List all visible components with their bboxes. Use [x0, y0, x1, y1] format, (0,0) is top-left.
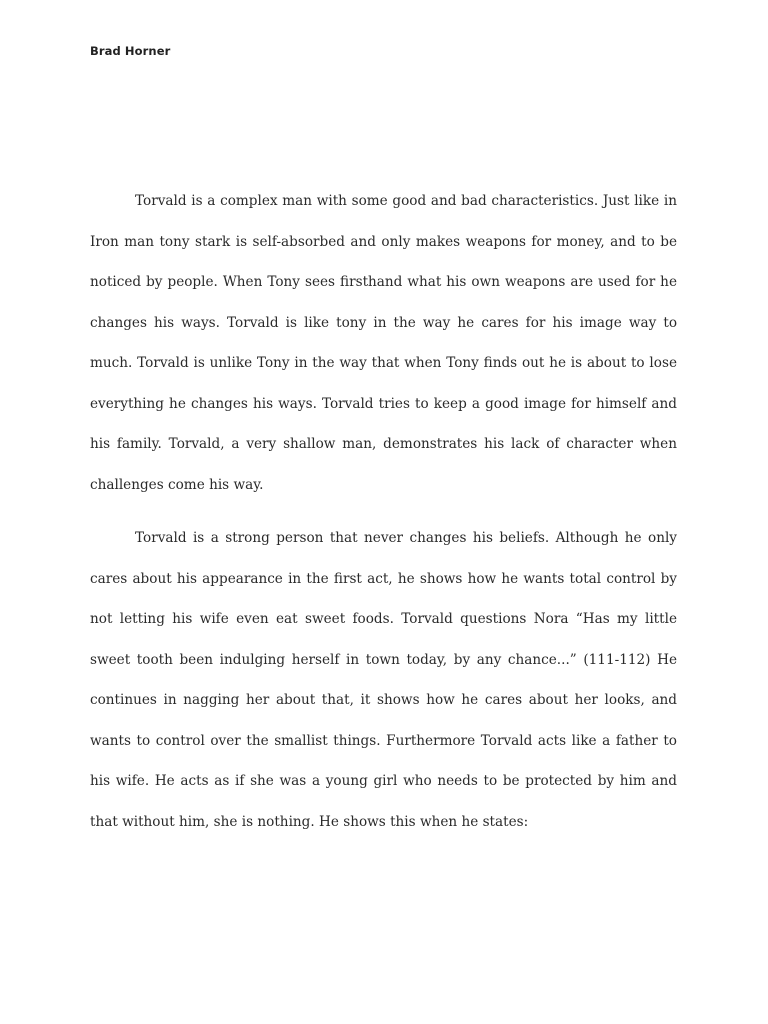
author-name: Brad Horner — [90, 44, 171, 58]
paragraph-2: Torvald is a strong person that never changes his beliefs. Although he only cares about his appearance in the first act, he shows how he wants total control by not letting his wife even eat sweet foods. Torvald questions Nora “Has my little sweet tooth been indulging herself in town today, by any chance...” (111-112) He continues in nagging her about that, it shows how he cares about her looks, and wants to control over the smallist things. Furthermore Torvald acts like a father to his wife. He acts as if she was a young girl who needs to be protected by him and that without him, she is nothing. He shows this when he states: — [90, 530, 677, 830]
paragraph-1: Torvald is a complex man with some good and bad characteristics. Just like in Iron man tony stark is self-absorbed and only makes weapons for money, and to be noticed by people. When Tony sees firsthand what his own weapons are used for he changes his ways. Torvald is like tony in the way he cares for his image way to much. Torvald is unlike Tony in the way that when Tony finds out he is about to lose everything he changes his ways. Torvald tries to keep a good image for himself and his family. Torvald, a very shallow man, demonstrates his lack of character when challenges come his way. — [90, 193, 677, 493]
